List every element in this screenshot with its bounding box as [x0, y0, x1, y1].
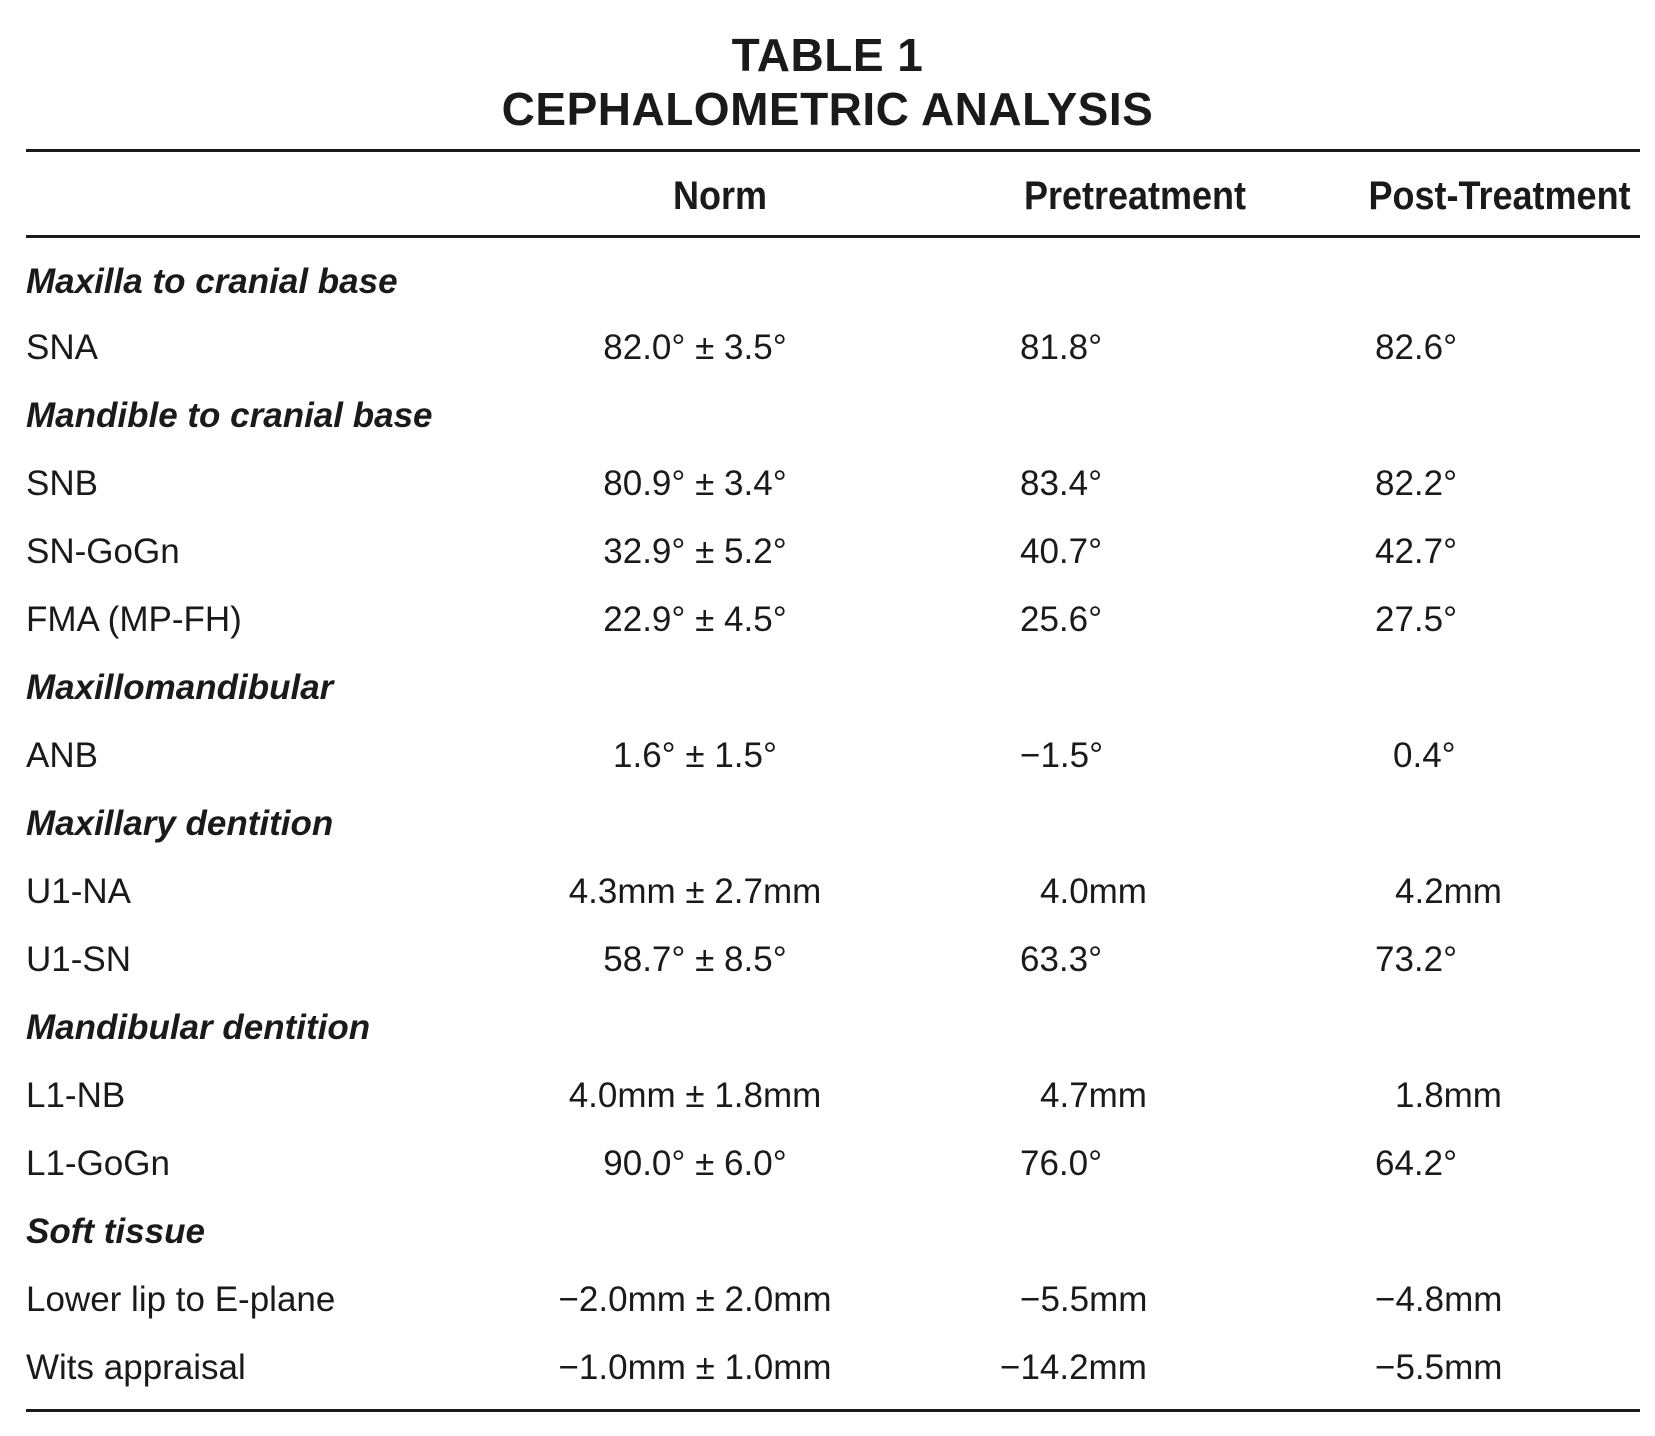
pretreatment-value: 25.6° — [1020, 600, 1103, 639]
pretreatment-value: 4.0mm — [1040, 872, 1147, 911]
norm-value: 4.3mm ± 2.7mm — [568, 872, 822, 911]
table-title-line-1: TABLE 1 — [731, 29, 924, 81]
section-row — [0, 252, 1655, 312]
post-treatment-value: 4.2mm — [1395, 872, 1502, 911]
post-treatment-value: 42.7° — [1375, 532, 1458, 571]
pretreatment-value: −5.5mm — [1020, 1280, 1148, 1319]
pretreatment-value: 63.3° — [1020, 940, 1103, 979]
section-row — [0, 386, 1655, 446]
row-label: ANB — [26, 736, 98, 775]
pretreatment-value: 81.8° — [1020, 328, 1103, 367]
table-row — [0, 930, 1655, 990]
post-treatment-value: 64.2° — [1375, 1144, 1458, 1183]
post-treatment-value: 27.5° — [1375, 600, 1458, 639]
norm-value: 90.0° ± 6.0° — [603, 1144, 787, 1183]
norm-value: −1.0mm ± 1.0mm — [558, 1348, 832, 1387]
table-row — [0, 590, 1655, 650]
table-title-line-2: CEPHALOMETRIC ANALYSIS — [501, 83, 1154, 135]
norm-value: 4.0mm ± 1.8mm — [568, 1076, 822, 1115]
row-label: SNB — [26, 464, 98, 503]
norm-value: 32.9° ± 5.2° — [603, 532, 787, 571]
post-treatment-value: −5.5mm — [1375, 1348, 1503, 1387]
section-label: Maxillary dentition — [26, 804, 334, 843]
norm-value: 82.0° ± 3.5° — [603, 328, 787, 367]
column-header-pretreatment: Pretreatment — [1023, 174, 1247, 218]
row-label: SNA — [26, 328, 98, 367]
section-label: Mandibular dentition — [26, 1008, 371, 1047]
column-header-norm: Norm — [672, 174, 767, 218]
norm-value: −2.0mm ± 2.0mm — [558, 1280, 832, 1319]
table-row — [0, 318, 1655, 378]
row-label: L1-NB — [26, 1076, 126, 1115]
pretreatment-value: 4.7mm — [1040, 1076, 1147, 1115]
row-label: FMA (MP-FH) — [26, 600, 242, 639]
norm-value: 22.9° ± 4.5° — [603, 600, 787, 639]
section-row — [0, 658, 1655, 718]
section-label: Maxilla to cranial base — [26, 262, 398, 301]
section-label: Maxillomandibular — [26, 668, 334, 707]
pretreatment-value: 83.4° — [1020, 464, 1103, 503]
row-label: Wits appraisal — [26, 1348, 246, 1387]
header-rule — [26, 235, 1640, 238]
row-label: U1-SN — [26, 940, 132, 979]
pretreatment-value: 76.0° — [1020, 1144, 1103, 1183]
bottom-rule — [26, 1409, 1640, 1412]
table-row — [0, 1270, 1655, 1330]
norm-value: 58.7° ± 8.5° — [603, 940, 787, 979]
table-row — [0, 454, 1655, 514]
norm-value: 80.9° ± 3.4° — [603, 464, 787, 503]
table-row — [0, 522, 1655, 582]
section-row — [0, 794, 1655, 854]
pretreatment-value: −14.2mm — [1000, 1348, 1147, 1387]
post-treatment-value: 82.6° — [1375, 328, 1458, 367]
top-rule — [26, 149, 1640, 152]
row-label: U1-NA — [26, 872, 132, 911]
table-row — [0, 862, 1655, 922]
row-label: Lower lip to E-plane — [26, 1280, 336, 1319]
section-row — [0, 1202, 1655, 1262]
row-label: L1-GoGn — [26, 1144, 170, 1183]
pretreatment-value: −1.5° — [1020, 736, 1104, 775]
post-treatment-value: 82.2° — [1375, 464, 1458, 503]
post-treatment-value: 73.2° — [1375, 940, 1458, 979]
table-row — [0, 726, 1655, 786]
column-header-post-treatment: Post-Treatment — [1368, 174, 1631, 218]
table-row — [0, 1066, 1655, 1126]
table-row — [0, 1338, 1655, 1398]
row-label: SN-GoGn — [26, 532, 180, 571]
section-row — [0, 998, 1655, 1058]
post-treatment-value: 0.4° — [1393, 736, 1456, 775]
norm-value: 1.6° ± 1.5° — [613, 736, 777, 775]
post-treatment-value: −4.8mm — [1375, 1280, 1503, 1319]
table-row — [0, 1134, 1655, 1194]
section-label: Mandible to cranial base — [26, 396, 433, 435]
pretreatment-value: 40.7° — [1020, 532, 1103, 571]
section-label: Soft tissue — [26, 1212, 205, 1251]
post-treatment-value: 1.8mm — [1395, 1076, 1502, 1115]
